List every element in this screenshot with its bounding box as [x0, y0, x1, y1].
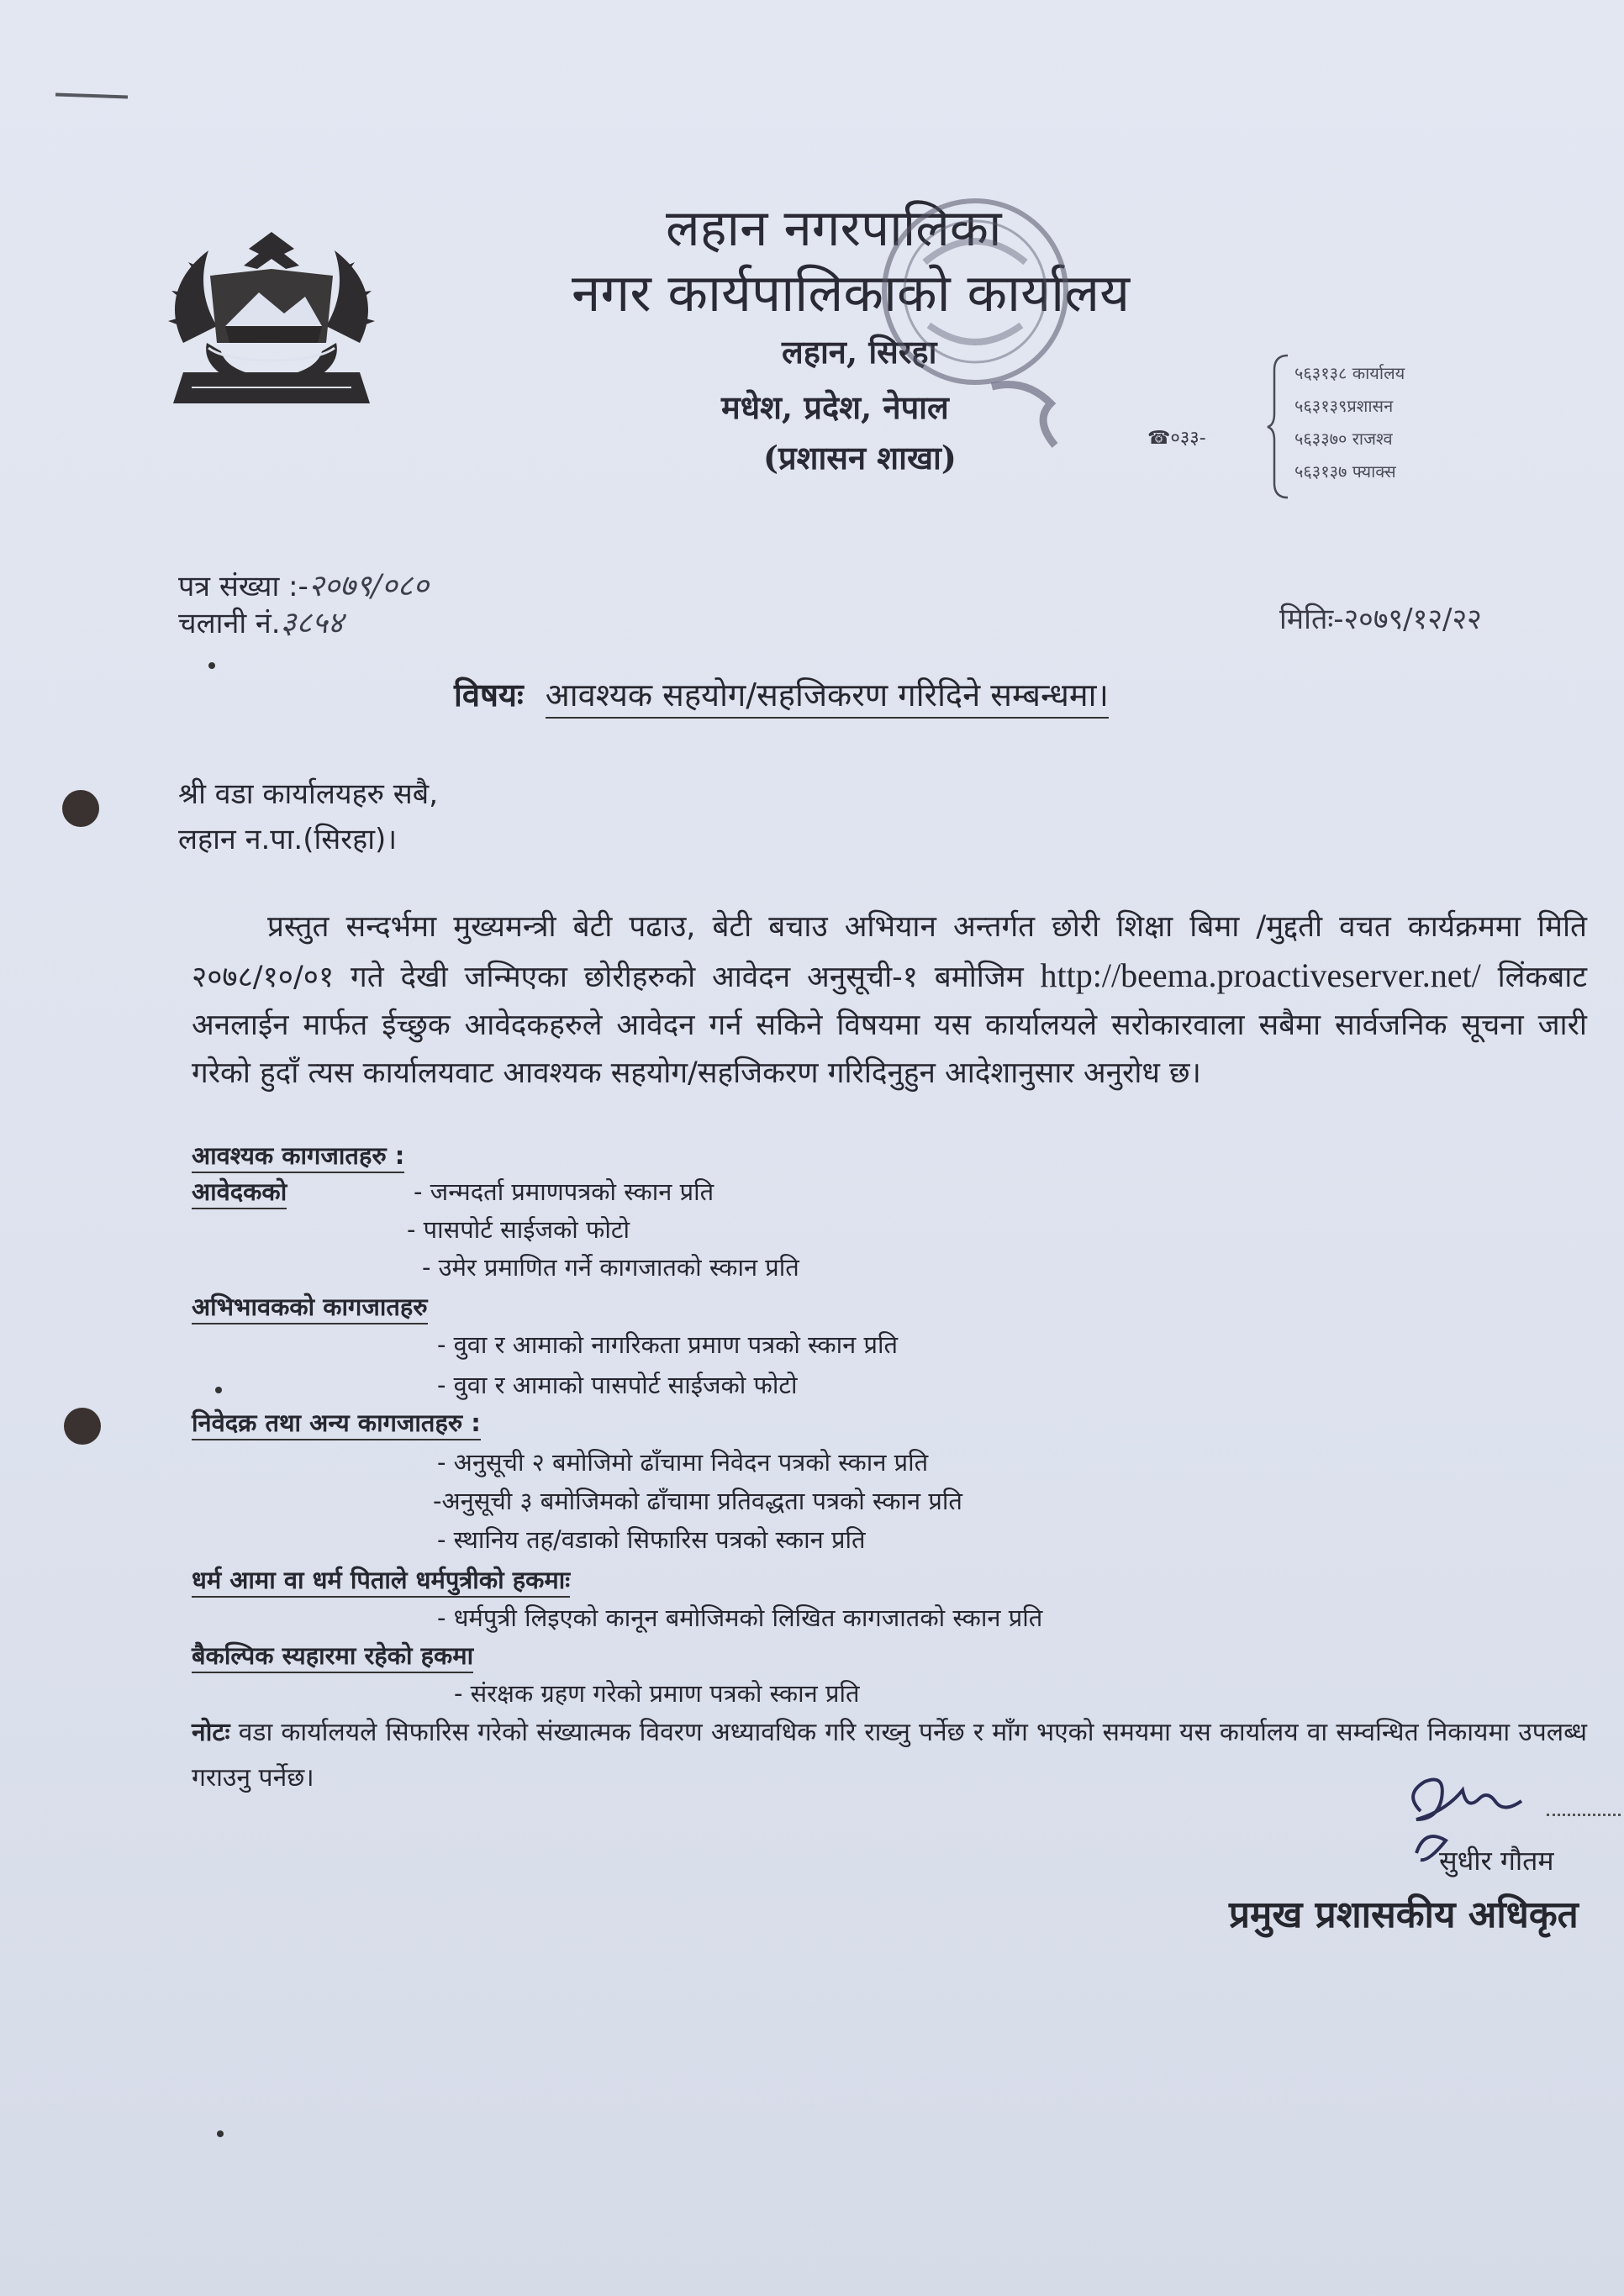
letterhead-office: नगर कार्यपालिकाको कार्यालय	[572, 262, 1131, 324]
stamp-mark-icon	[975, 370, 1068, 462]
note-label: नोटः	[192, 1718, 230, 1747]
patra-label: पत्र संख्या :-	[178, 570, 308, 603]
ink-dot	[215, 1387, 222, 1393]
note	[192, 1710, 1587, 1801]
application-docs-label: निवेदक्र तथा अन्य कागजातहरु :	[192, 1406, 481, 1439]
body-paragraph	[192, 903, 1587, 1098]
reference-block	[178, 568, 429, 642]
alt-care-label: बैकल्पिक स्यहारमा रहेको हकमा	[192, 1639, 473, 1672]
document-item: - संरक्षक ग्रहण गरेको प्रमाण पत्रको स्कान प्रति	[454, 1679, 860, 1708]
subject-text: आवश्यक सहयोग/सहजिकरण गरिदिने सम्बन्धमा।	[546, 677, 1109, 719]
phone-prefix: ☎०३३-	[1147, 428, 1206, 449]
addressee	[178, 771, 438, 862]
body-text-part2: लिंकबाट अनलाईन मार्फत ईच्छुक आवेदकहरुले आवेदन गर्न सकिने विषयमा यस कार्यालयले सरोकारवाला सबैमा सार्वजनिक सूचना जारी गरेको हुदाँ त्यस कार्यालयवाट आवश्यक सहयोग/सहजिकरण गरिदिनुहुन आदेशानुसार अनुरोध छ।	[192, 961, 1587, 1090]
body-text-part1: प्रस्तुत सन्दर्भमा मुख्यमन्त्री बेटी पढाउ, बेटी बचाउ अभियान अन्तर्गत छोरी शिक्षा बिमा /मुद्दती वचत कार्यक्रममा मिति २०७८/१०/०१ गते देखी जन्मिएका छोरीहरुको आवेदन अनुसूची-१ बमोजिम	[192, 910, 1587, 994]
phone-number: ५६३१३८ कार्यालय	[1294, 363, 1405, 383]
nepal-government-emblem-icon	[150, 217, 393, 427]
document-item: - पासपोर्ट साईजको फोटो	[407, 1215, 630, 1244]
letterhead-municipality: लहान नगरपालिका	[666, 199, 1002, 258]
punch-hole	[64, 1408, 101, 1445]
foster-label: धर्म आमा वा धर्म पिताले धर्मपुत्रीको हकमाः	[192, 1563, 570, 1596]
signature-dotted-line	[1547, 1814, 1624, 1816]
document-item: - अनुसूची २ बमोजिमो ढाँचामा निवेदन पत्रको स्कान प्रति	[437, 1448, 929, 1477]
note-text: वडा कार्यालयले सिफारिस गरेको संख्यात्मक विवरण अध्यावधिक गरि राख्नु पर्नेछ र माँग भएको समयमा यस कार्यालय वा सम्वन्धित निकायमा उपलब्ध गराउनु पर्नेछ।	[192, 1718, 1587, 1793]
application-link[interactable]: http://beema.proactiveserver.net/	[1040, 956, 1481, 994]
ink-dot	[208, 662, 215, 669]
signer-title: प्रमुख प्रशासकीय अधिकृत	[1229, 1893, 1579, 1936]
addressee-line: श्री वडा कार्यालयहरु सबै,	[178, 777, 439, 811]
addressee-line: लहान न.पा.(सिरहा)।	[178, 823, 398, 856]
document-item: - वुवा र आमाको पासपोर्ट साईजको फोटो	[437, 1371, 798, 1399]
letter-date: मितिः-२०७९/१२/२२	[1279, 603, 1482, 636]
signer-name: सुधीर गौतम	[1439, 1845, 1554, 1877]
documents-heading: आवश्यक कागजातहरु :	[192, 1139, 404, 1172]
subject-label: विषयः	[454, 677, 524, 714]
letterhead-province: मधेश, प्रदेश, नेपाल	[721, 388, 949, 426]
ink-dot	[217, 2130, 224, 2137]
document-item: - स्थानिय तह/वडाको सिफारिस पत्रको स्कान प्रति	[437, 1525, 866, 1554]
official-stamp-icon	[866, 187, 1084, 397]
applicant-label: आवेदकको	[192, 1175, 287, 1208]
patra-value: २०७९/०८०	[308, 569, 429, 603]
document-item: - उमेर प्रमाणित गर्ने कागजातको स्कान प्रति	[422, 1253, 799, 1282]
pencil-mark	[55, 93, 128, 99]
guardian-label: अभिभावकको कागजातहरु	[192, 1290, 428, 1323]
chalani-label: चलानी नं.	[178, 607, 281, 640]
letterhead-section: (प्रशासन शाखा)	[763, 439, 957, 477]
document-item: -अनुसूची ३ बमोजिमको ढाँचामा प्रतिवद्धता पत्रको स्कान प्रति	[433, 1487, 962, 1515]
phone-list	[1294, 357, 1405, 488]
punch-hole	[62, 790, 99, 827]
document-item: - वुवा र आमाको नागरिकता प्रमाण पत्रको स्कान प्रति	[437, 1330, 899, 1359]
document-item: - धर्मपुत्री लिइएको कानून बमोजिमको लिखित कागजातको स्कान प्रति	[437, 1604, 1043, 1632]
phone-number: ५६३३७० राजश्व	[1294, 429, 1393, 449]
letterhead-address: लहान, सिरहा	[782, 333, 937, 371]
document-item: - जन्मदर्ता प्रमाणपत्रको स्कान प्रति	[414, 1177, 714, 1206]
brace-icon	[1266, 353, 1291, 500]
subject-line	[454, 672, 1109, 716]
phone-number: ५६३१३९प्रशासन	[1294, 396, 1394, 416]
phone-number: ५६३१३७ फ्याक्स	[1294, 461, 1396, 482]
chalani-value: ३८५४	[280, 606, 344, 640]
